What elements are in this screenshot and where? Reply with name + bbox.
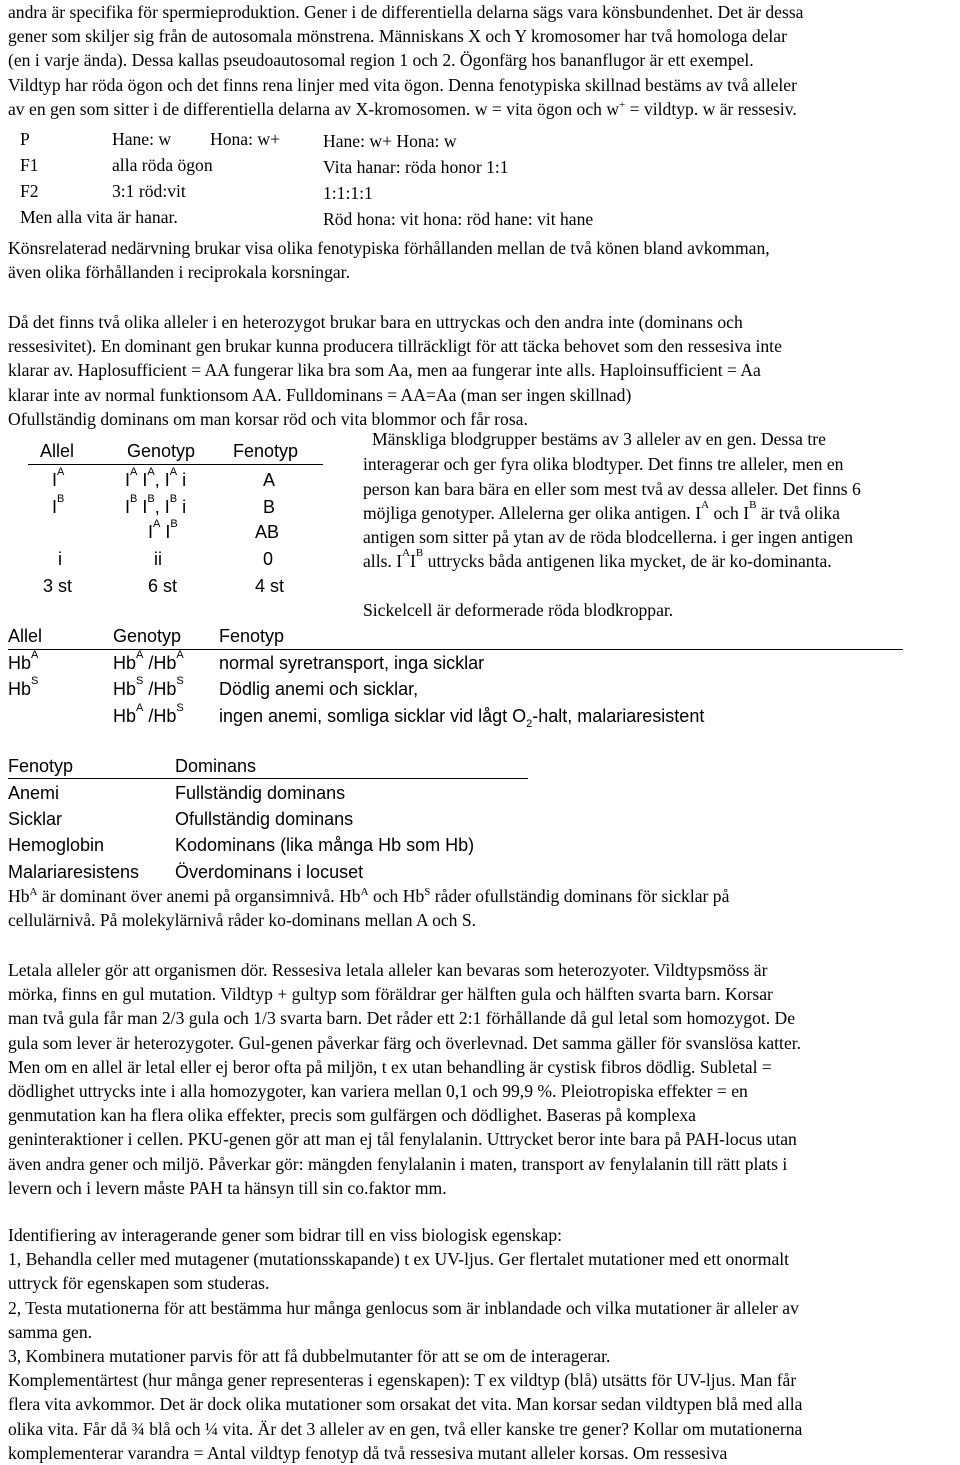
text-line: genmutation kan ha flera olika effekter, precis som gulfärgen och dödlighet. Baseras på komplexa: [8, 1105, 696, 1126]
cross-cell: Hona: w+: [210, 129, 281, 149]
text-line: 1, Behandla celler med mutagener (mutationsskapande) t ex UV-ljus. Ger flertalet mutationer med ett onormalt: [8, 1249, 790, 1270]
table-cell: Malariaresistens: [8, 862, 140, 882]
phenotype-cell: 4 st: [255, 576, 285, 596]
cross-cell: 1:1:1:1: [323, 183, 373, 203]
table-cell: Sicklar: [8, 809, 63, 829]
allel-cell: $I^B$: [52, 493, 65, 517]
text-line: Könsrelaterad nedärvning brukar visa olika fenotypiska förhållanden mellan de två könen bland avkomman,: [8, 238, 770, 258]
cross-cell: Men alla vita är hanar.: [20, 207, 178, 227]
allel-cell: $I^A$: [52, 466, 65, 490]
table-header: Allel: [40, 441, 75, 461]
table-header: Allel: [8, 626, 43, 646]
paragraph-hb-dominance: [8, 884, 954, 932]
text-line: dödlighet uttrycks inte i alla homozygoter, kan variera mellan 0,1 och 99,9 %. Pleiotropiska effekter = en: [8, 1081, 748, 1102]
text-line: Komplementärtest (hur många gener representeras i egenskapen): T ex vildtyp (blå) utsätts för UV-ljus. Man får: [8, 1370, 797, 1391]
phenotype-cell: AB: [255, 522, 280, 542]
genotype-cell: $Hb^S$ $/Hb^S$: [113, 675, 184, 699]
genotype-cell: $I^A$ $I^A$, $I^A$ i: [125, 466, 187, 490]
text-line: Sickelcell är deformerade röda blodkroppar.: [363, 600, 674, 620]
table-cell: Anemi: [8, 783, 60, 803]
paragraph-lethal-alleles: [8, 958, 954, 1200]
text-line: gener som skiljer sig från de autosomala mönstrena. Människans X och Y kromosomer har två homologa delar: [8, 26, 787, 47]
allel-cell: $Hb^S$: [8, 675, 39, 699]
table-cell: Ofullständig dominans: [175, 809, 354, 829]
paragraph-x-linked: [8, 0, 954, 121]
table-header: Genotyp: [127, 441, 196, 461]
cross-cell: F2: [20, 181, 39, 201]
genotype-cell: $I^B$ $I^B$, $I^B$ i: [125, 493, 187, 517]
text-line: 2, Testa mutationerna för att bestämma hur många genlocus som är inblandade och vilka mutationer är alleler av: [8, 1297, 799, 1318]
table-cell: Fullständig dominans: [175, 783, 346, 803]
phenotype-cell: A: [263, 470, 276, 490]
text-line: av en gen som sitter i de differentiella delarna av X-kromosomen. w = vita ögon och w+ = vildtyp. w är ressesiv.: [8, 98, 797, 119]
text-line: antigen som sitter på ytan av de röda blodcellerna. i ger ingen antigen: [363, 527, 854, 547]
table-cell: Hemoglobin: [8, 835, 105, 855]
table-rule: [28, 464, 323, 465]
cross-cell: Hane: w+ Hona: w: [323, 131, 457, 151]
genotype-cell: ii: [154, 549, 162, 569]
text-line: även andra gener och miljö. Påverkar gör: mängden fenylalanin i maten, transport av fenylalanin till rätt plats i: [8, 1153, 788, 1174]
text-line: möjliga genotyper. Allelerna ger olika antigen. $I^A$ och $I^B$ är två olika: [363, 499, 840, 523]
table-header: Fenotyp: [219, 626, 285, 646]
paragraph-dominance: [8, 310, 954, 431]
text-line: Identifiering av interagerande gener som bidrar till en viss biologisk egenskap:: [8, 1225, 563, 1245]
text-line: Letala alleler gör att organismen dör. Ressesiva letala alleler kan bevaras som heterozyoter. Vildtypsmöss är: [8, 960, 768, 980]
text-line: klarar av. Haplosufficient = AA fungerar lika bra som Aa, men aa fungerar inte alls. Haploinsufficient = Aa: [8, 360, 761, 381]
cross-cell: F1: [20, 155, 39, 175]
text-line: person kan bara bära en eller som mest två av dessa alleler. Det finns 6: [363, 479, 861, 499]
text-line: olika vita. Får då ¾ blå och ¼ vita. Är det 3 alleler av en gen, två eller kanske tre gener? Kollar om mutationerna: [8, 1418, 803, 1439]
allel-cell: 3 st: [43, 576, 73, 596]
phenotype-cell: 0: [263, 549, 274, 569]
genotype-cell: $Hb^A$ $/Hb^A$: [113, 649, 184, 673]
allel-cell: $Hb^A$: [8, 649, 39, 673]
phenotype-cell: B: [263, 497, 276, 517]
phenotype-cell: Dödlig anemi och sicklar,: [219, 679, 419, 699]
phenotype-cell: ingen anemi, somliga sicklar vid lågt O2-halt, malariaresistent: [219, 706, 705, 730]
table-header: Fenotyp: [233, 441, 299, 461]
paragraph-sex-linked: [8, 236, 954, 284]
text-line: flera vita avkommor. Det är dock olika mutationer som orsakat det vita. Man korsar sedan vildtypen blå med alla: [8, 1394, 803, 1415]
table-header: Dominans: [175, 756, 257, 776]
table-cell: Överdominans i locuset: [175, 862, 364, 882]
text-line: 3, Kombinera mutationer parvis för att få dubbelmutanter för att se om de interagerar.: [8, 1346, 611, 1367]
text-line: Vildtyp har röda ögon och det finns rena linjer med vita ögon. Denna fenotypiska skillnad bestäms av två alleler: [8, 74, 797, 95]
cross-cell: P: [20, 129, 30, 149]
table-header: Genotyp: [113, 626, 182, 646]
genotype-cell: 6 st: [148, 576, 178, 596]
text-line: interagerar och ger fyra olika blodtyper. Det finns tre alleler, men en: [363, 454, 844, 474]
cross-cell: Röd hona: vit hona: röd hane: vit hane: [323, 209, 594, 229]
table-header: Fenotyp: [8, 756, 74, 776]
cross-cell: alla röda ögon: [112, 155, 213, 175]
text-line: Mänskliga blodgrupper bestäms av 3 alleler av en gen. Dessa tre: [372, 429, 826, 449]
cross-cell: Vita hanar: röda honor 1:1: [323, 157, 509, 177]
text-line: (en i varje ända). Dessa kallas pseudoautosomal region 1 och 2. Ögonfärg hos bananflugor är ett exempel.: [8, 50, 754, 71]
genotype-cell: $I^A$ $I^B$: [148, 518, 178, 542]
text-line: Men om en allel är letal eller ej beror ofta på miljön, t ex utan behandling är cystisk fibros dödlig. Subletal =: [8, 1056, 772, 1077]
paragraph-gene-interaction: [8, 1223, 954, 1465]
genotype-cell: $Hb^A$ $/Hb^S$: [113, 702, 184, 726]
text-line: alls. $I^AI^B$ uttrycks båda antigenen lika mycket, de är ko-dominanta.: [363, 547, 832, 571]
text-line: Ofullständig dominans om man korsar röd och vita blommor och får rosa.: [8, 408, 528, 429]
cross-cell: 3:1 röd:vit: [112, 181, 186, 201]
text-line: andra är specifika för spermieproduktion. Gener i de differentiella delarna sägs vara könsbundenhet. Det är dessa: [8, 2, 804, 22]
allel-cell: i: [58, 549, 62, 569]
text-line: klarar inte av normal funktionsom AA. Fulldominans = AA=Aa (man ser ingen skillnad): [8, 384, 632, 405]
text-line: levern och i levern måste PAH ta hänsyn till sin co.faktor mm.: [8, 1177, 447, 1198]
text-line: man två gula får man 2/3 gula och 1/3 svarta barn. Det råder ett 2:1 förhållande då gul letal som homozygot. De: [8, 1008, 796, 1029]
text-line: komplementerar varandra = Antal vildtyp fenotyp då två ressesiva mutant alleler korsas. Om ressesiva: [8, 1442, 728, 1463]
text-line: Då det finns två olika alleler i en heterozygot brukar bara en uttryckas och den andra inte (dominans och: [8, 312, 743, 332]
text-line: gula som lever är heterozygoter. Gul-genen påverkar färg och överlevnad. Det samma gäller för svanslösa katter.: [8, 1032, 802, 1053]
text-line: $Hb^A$ är dominant över anemi på organsimnivå. $Hb^A$ och $Hb^S$ råder ofullständig dominans för sicklar på: [8, 886, 730, 906]
cross-cell: Hane: w: [112, 129, 172, 149]
text-line: cellulärnivå. På molekylärnivå råder ko-dominans mellan A och S.: [8, 910, 477, 931]
text-line: geninteraktioner i cellen. PKU-genen gör att man ej tål fenylalanin. Uttrycket beror inte bara på PAH-locus utan: [8, 1129, 797, 1150]
table-rule: [8, 778, 528, 779]
table-cell: Kodominans (lika många Hb som Hb): [175, 835, 475, 855]
text-line: samma gen.: [8, 1321, 93, 1342]
text-line: mörka, finns en gul mutation. Vildtyp + gultyp som föräldrar ger hälften gula och hälften svarta barn. Korsar: [8, 984, 773, 1005]
text-line: uttryck för egenskapen som studeras.: [8, 1273, 270, 1294]
phenotype-cell: normal syretransport, inga sicklar: [219, 653, 485, 673]
text-line: även olika förhållanden i reciprokala korsningar.: [8, 262, 350, 283]
text-line: ressesivitet). En dominant gen brukar kunna producera tillräckligt för att täcka behovet som den ressesiva inte: [8, 336, 782, 357]
